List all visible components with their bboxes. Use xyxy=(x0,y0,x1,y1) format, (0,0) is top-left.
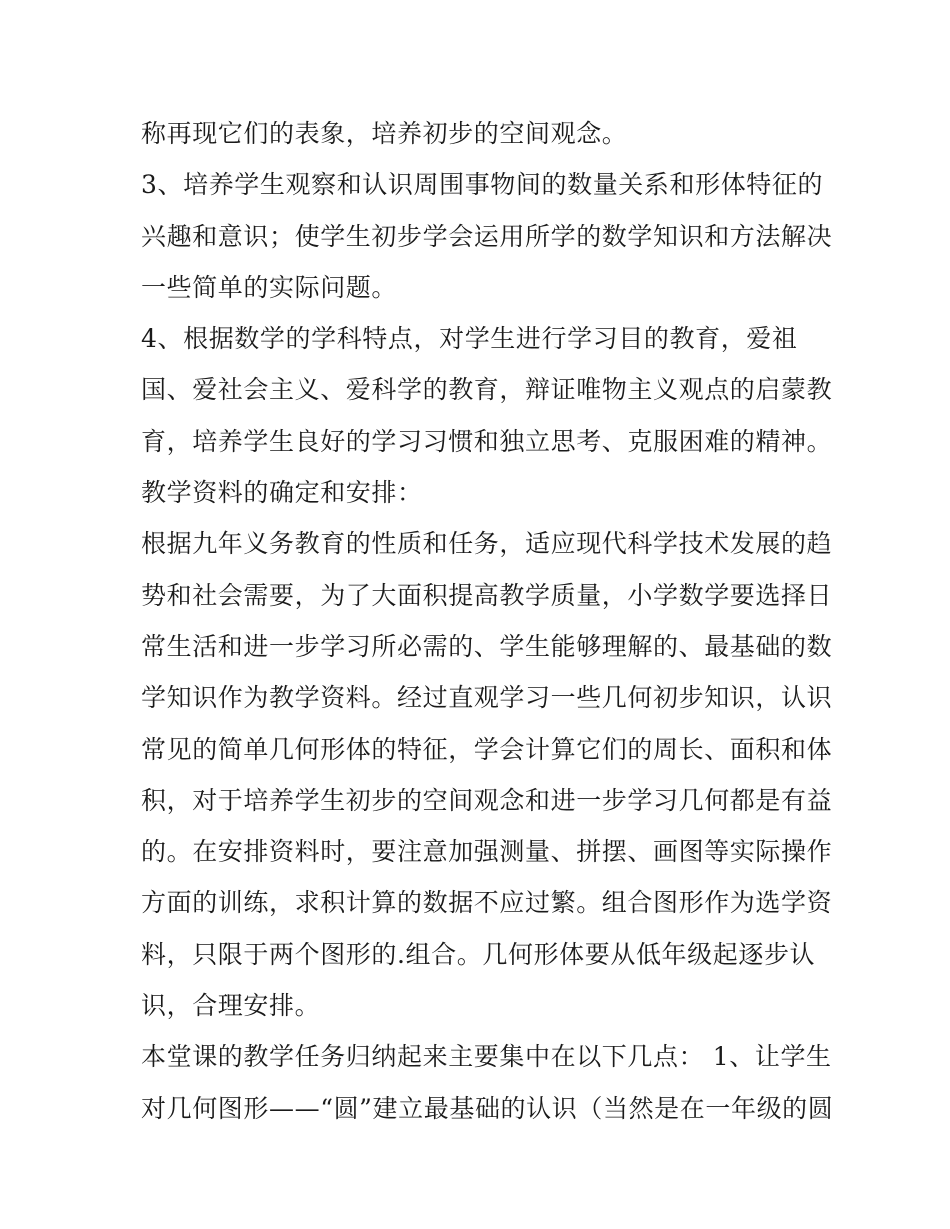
text-line: 4、根据数学的学科特点，对学生进行学习目的教育，爱祖 xyxy=(141,324,798,354)
text-line: 兴趣和意识；使学生初步学会运用所学的数学知识和方法解决 xyxy=(141,221,833,251)
text-line: 识，合理安排。 xyxy=(141,991,321,1021)
text-line: 的。在安排资料时，要注意加强测量、拼摆、画图等实际操作 xyxy=(141,837,833,867)
text-line: 方面的训练，求积计算的数据不应过繁。组合图形作为选学资 xyxy=(141,888,833,918)
text-line: 根据九年义务教育的性质和任务，适应现代科学技术发展的趋 xyxy=(141,529,833,559)
text-line: 国、爱社会主义、爱科学的教育，辩证唯物主义观点的启蒙教 xyxy=(141,375,833,405)
text-line: 本堂课的教学任务归纳起来主要集中在以下几点： 1、让学生 xyxy=(141,1042,832,1072)
text-line: 势和社会需要，为了大面积提高教学质量，小学数学要选择日 xyxy=(141,580,833,610)
text-line: 常生活和进一步学习所必需的、学生能够理解的、最基础的数 xyxy=(141,631,833,661)
text-line: 学知识作为教学资料。经过直观学习一些几何初步知识，认识 xyxy=(141,683,833,713)
text-line: 3、培养学生观察和认识周围事物间的数量关系和形体特征的 xyxy=(141,170,824,200)
text-line: 育，培养学生良好的学习习惯和独立思考、克服困难的精神。 xyxy=(141,426,833,456)
text-line: 料，只限于两个图形的.组合。几何形体要从低年级起逐步认 xyxy=(141,939,816,969)
text-line: 对几何图形——“圆”建立最基础的认识（当然是在一年级的圆 xyxy=(141,1093,834,1123)
text-line: 常见的简单几何形体的特征，学会计算它们的周长、面积和体 xyxy=(141,734,833,764)
text-line: 一些简单的实际问题。 xyxy=(141,272,398,302)
document-body xyxy=(141,108,834,1134)
section-heading: 教学资料的确定和安排： xyxy=(141,478,423,508)
text-line: 积，对于培养学生初步的空间观念和进一步学习几何都是有益 xyxy=(141,785,833,815)
text-line: 称再现它们的表象，培养初步的空间观念。 xyxy=(141,119,628,148)
